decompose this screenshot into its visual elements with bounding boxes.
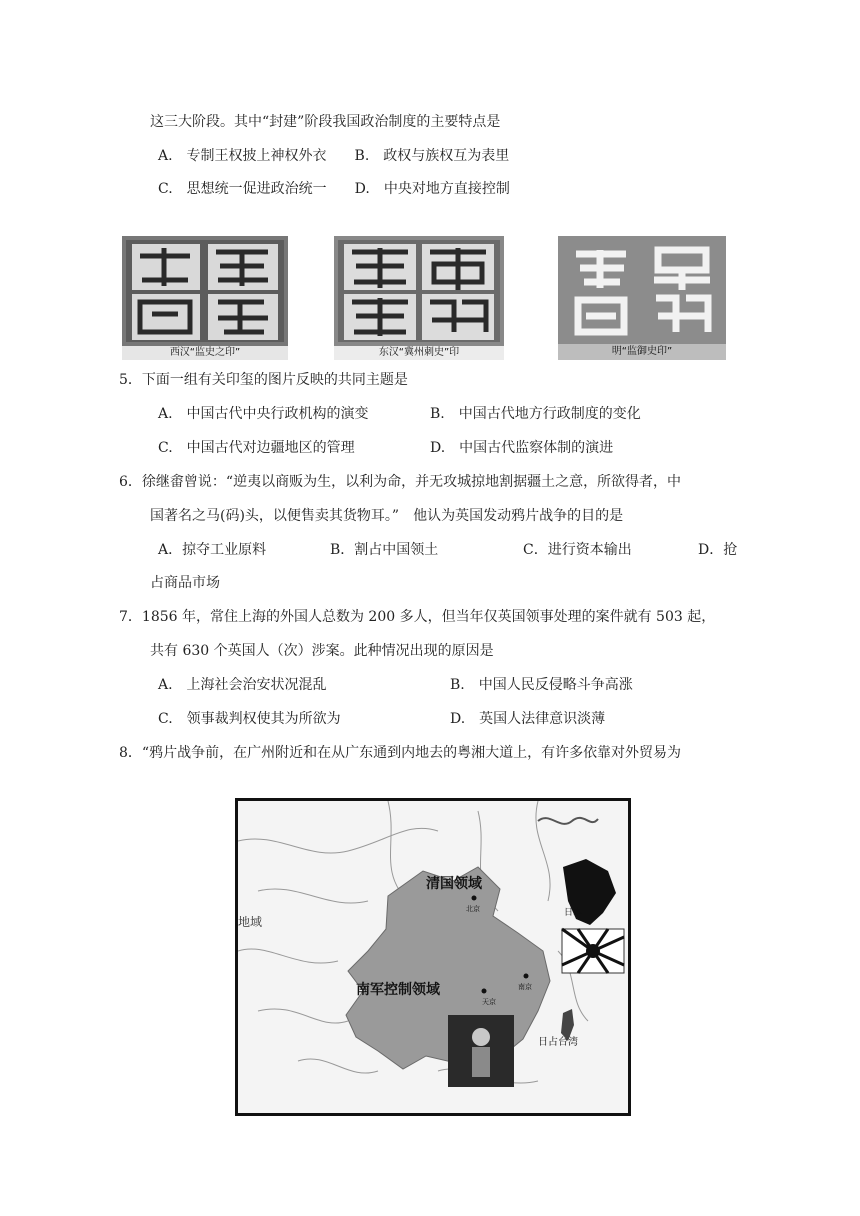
nanjing-dot — [524, 974, 529, 979]
map-graphic — [238, 801, 628, 1113]
q7-option-d: D. 英国人法律意识淡薄 — [450, 711, 606, 727]
seal-image-eastern-han — [334, 236, 504, 360]
map-label-tianjing: 天京 — [482, 998, 496, 1006]
seal-caption-ming: 明“监御史印” — [558, 344, 726, 360]
dragon-icon — [538, 818, 598, 824]
q7-option-a: A. 上海社会治安状况混乱 — [158, 677, 327, 693]
map-label-nanjun: 南军控制领域 — [356, 982, 440, 998]
q5-option-d: D. 中国古代监察体制的演进 — [430, 440, 614, 456]
q5-option-b: B. 中国古代地方行政制度的变化 — [430, 406, 641, 422]
q6-stem-line2: 国著名之马(码)头，以便售卖其货物耳。” 他认为英国发动鸦片战争的目的是 — [150, 508, 624, 524]
seal-caption-western-han: 西汉“监史之印” — [122, 346, 288, 360]
seal-image-western-han — [122, 236, 288, 360]
q4-options-cd: C. 思想统一促进政治统一 D. 中央对地方直接控制 — [158, 181, 510, 197]
q6-option-d-continued: 占商品市场 — [150, 575, 220, 591]
q6-option-a: A．掠夺工业原料 — [158, 542, 267, 558]
q4-stem-end: 这三大阶段。其中“封建”阶段我国政治制度的主要特点是 — [150, 114, 501, 130]
q5-option-c: C. 中国古代对边疆地区的管理 — [158, 440, 355, 456]
map-label-taiwan: 日占台湾 — [538, 1037, 578, 1048]
rising-sun-flag-icon — [562, 929, 624, 973]
map-label-beijing: 北京 — [466, 905, 480, 913]
q4-options-ab: A. 专制王权披上神权外衣 B. 政权与族权互为表里 — [158, 148, 510, 164]
q5-stem: 5．下面一组有关印玺的图片反映的共同主题是 — [119, 372, 408, 388]
q7-stem-line1: 7．1856 年，常住上海的外国人总数为 200 多人，但当年仅英国领事处理的案件就有 503 起， — [119, 609, 716, 625]
q6-stem-line1: 6．徐继畬曾说：“逆夷以商贩为生，以利为命，并无攻城掠地割据疆土之意，所欲得者，中 — [119, 474, 682, 490]
q7-option-c: C. 领事裁判权使其为所欲为 — [158, 711, 341, 727]
map-label-japan: 日本 — [564, 908, 583, 918]
seal-glyphs-eastern-han — [334, 236, 504, 346]
q7-option-b: B. 中国人民反侵略斗争高涨 — [450, 677, 633, 693]
seal-glyphs-ming — [558, 236, 726, 344]
seal-caption-eastern-han: 东汉“冀州刺史”印 — [334, 346, 504, 360]
q6-option-c: C．进行资本输出 — [523, 542, 632, 558]
map-label-xiyu: 地域 — [238, 915, 263, 929]
portrait-image — [448, 1015, 514, 1087]
q7-stem-line2: 共有 630 个英国人（次）涉案。此种情况出现的原因是 — [150, 643, 494, 659]
taiping-territory-map — [235, 798, 631, 1116]
q6-option-b: B．割占中国领土 — [330, 542, 439, 558]
seal-glyphs-western-han — [122, 236, 288, 346]
beijing-dot — [472, 896, 477, 901]
seal-image-ming — [558, 236, 726, 360]
tianjing-dot — [482, 989, 487, 994]
map-label-qing: 清国领域 — [426, 876, 482, 892]
q8-stem-line1: 8．“鸦片战争前，在广州附近和在从广东通到内地去的粤湘大道上，有许多依靠对外贸易为 — [119, 745, 682, 761]
q6-option-d: D．抢 — [698, 542, 738, 558]
q5-option-a: A. 中国古代中央行政机构的演变 — [158, 406, 369, 422]
map-label-nanjing: 南京 — [518, 983, 532, 991]
